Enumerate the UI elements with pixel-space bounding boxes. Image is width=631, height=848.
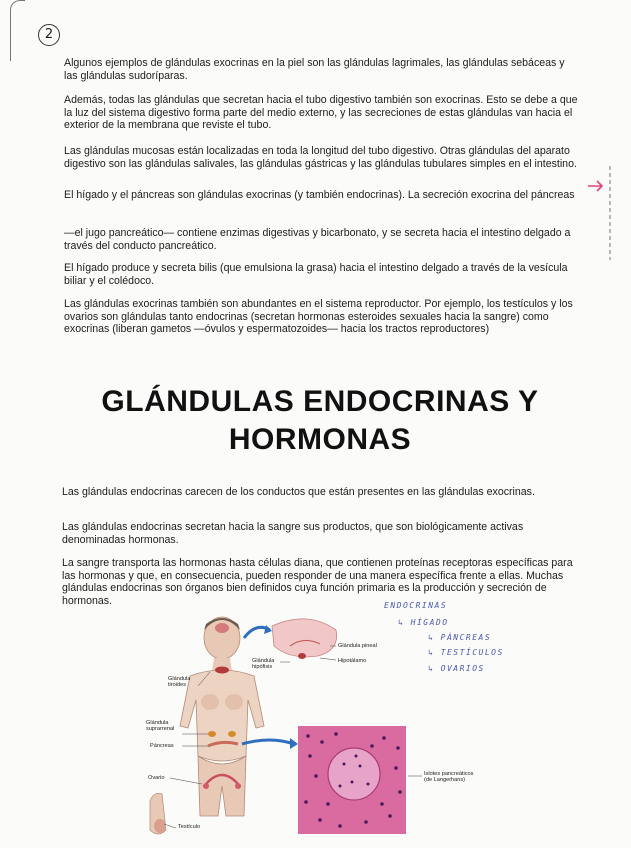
label-pancreas: Páncreas [150, 743, 174, 749]
paragraph-digestive-tube: Además, todas las glándulas que secretan hacia el tubo digestivo también son exocrinas. Esto se debe a que la luz del sistema digestivo forma parte del medio externo, y las secreciones de estas glándulas van hacia el exterior de la membrana que reviste el tubo. [64, 94, 578, 132]
label-hipotalamo: Hipotálamo [338, 658, 367, 664]
paragraph-skin-glands: Algunos ejemplos de glándulas exocrinas en la piel son las glándulas lagrimales, las glándulas sebáceas y las glándulas sudoríparas. [64, 57, 565, 82]
label-ovario: Ovario [148, 775, 165, 781]
page-corner-mark [10, 0, 25, 61]
label-suprarrenal: Glándula suprarrenal [146, 720, 175, 733]
handwritten-item: ↳ TESTÍCULOS [428, 648, 504, 657]
label-tiroides: Glándula tiroides [168, 676, 191, 689]
section-heading: GLÁNDULAS ENDOCRINAS Y HORMONAS [101, 385, 539, 456]
paragraph-target-cells: La sangre transporta las hormonas hasta células diana, que contienen proteínas receptoras específicas para las hormonas y que, en consecuencia, pueden responder de una manera específica frente a ellas. Muchas glándulas endocrinas son órganos bien definidos cuya función primaria es la producción y secreción de hormonas. [62, 557, 573, 607]
label-testiculo: Testículo [178, 824, 201, 830]
paragraph-reproductive: Las glándulas exocrinas también son abundantes en el sistema reproductor. Por ejemplo, los testículos y los ovarios son glándulas tanto endocrinas (secretan hormonas esteroides sexuales hacia la sangre) como exocrinas (liberan gametos —óvulos y espermatozoides— hacia los tractos reproductores) [64, 298, 573, 336]
endocrine-figure [140, 616, 480, 848]
paragraph-liver-pancreas: El hígado y el páncreas son glándulas exocrinas (y también endocrinas). La secreción exocrina del páncreas [64, 189, 575, 201]
handwritten-title: ENDOCRINAS [384, 601, 448, 610]
page-number: 2 [38, 24, 60, 46]
pink-arrow-icon [588, 181, 602, 191]
label-pineal: Glándula pineal [338, 643, 377, 649]
paragraph-mucous-glands: Las glándulas mucosas están localizadas en toda la longitud del tubo digestivo. Otras glándulas del aparato digestivo son las glándulas salivales, las glándulas gástricas y las glándulas tubulares simples en el intestino. [64, 145, 577, 170]
handwritten-item: ↳ PÁNCREAS [428, 633, 492, 642]
paragraph-pancreatic-juice: —el jugo pancreático— contiene enzimas digestivas y bicarbonato, y se secreta hacia el intestino delgado a través del conducto pancreático. [64, 227, 571, 252]
label-hipofisis: Glándula hipófisis [252, 658, 275, 671]
paragraph-secrete-blood: Las glándulas endocrinas secretan hacia la sangre sus productos, que son biológicamente activas denominadas hormonas. [62, 521, 524, 546]
label-islotes: Islotes pancreáticos (de Langerhans) [424, 771, 474, 784]
handwritten-item: ↳ HÍGADO [398, 618, 449, 627]
margin-annotation [588, 160, 618, 270]
handwritten-item: ↳ OVARIOS [428, 664, 485, 673]
paragraph-bile: El hígado produce y secreta bilis (que emulsiona la grasa) hacia el intestino delgado a través de la vesícula biliar y el colédoco. [64, 262, 568, 287]
endocrine-illustration [140, 616, 480, 848]
paragraph-no-ducts: Las glándulas endocrinas carecen de los conductos que están presentes en las glándulas exocrinas. [62, 486, 535, 498]
